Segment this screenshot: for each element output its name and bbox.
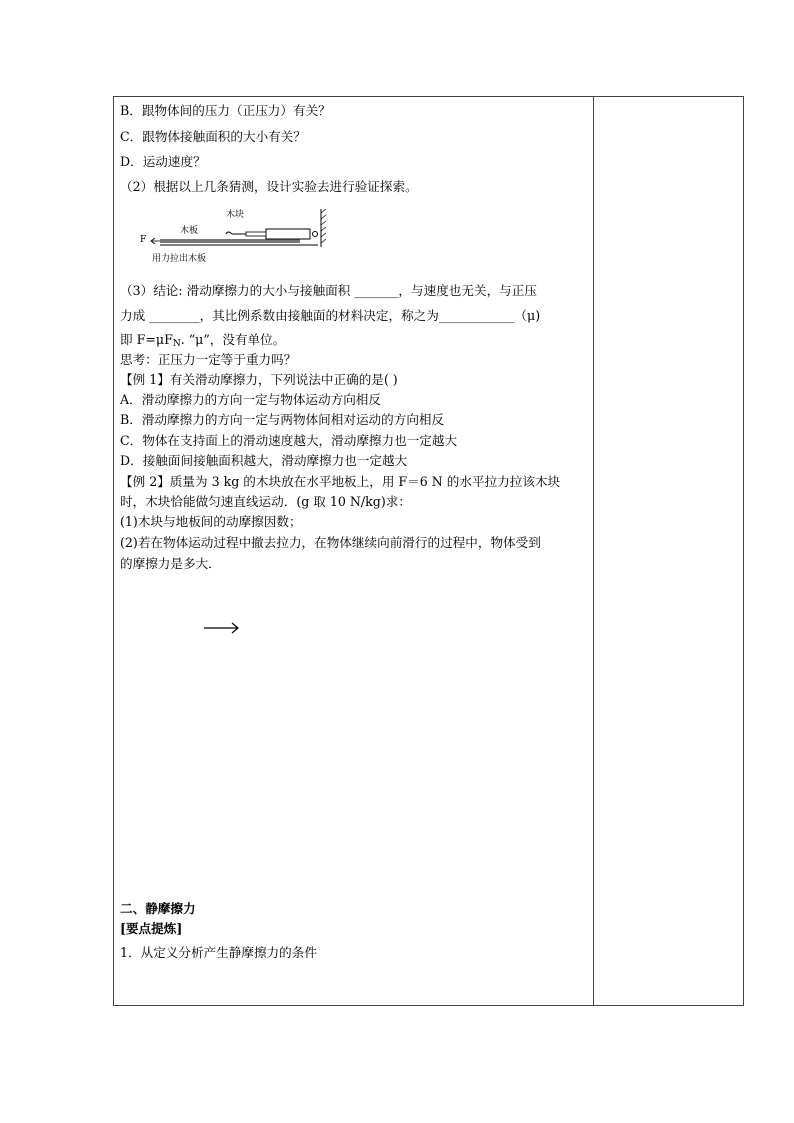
board-label: 木板 [180,226,199,236]
key-points-label: [要点提炼] [120,921,183,936]
section-2-heading: 二、静摩擦力 [120,901,196,916]
guess-d: D．运动速度？ [120,154,206,169]
conclusion-line-1: （3）结论: 滑动摩擦力的大小与接触面积 _______，与速度也无关，与正压 [120,283,537,298]
point-1: 1．从定义分析产生静摩擦力的条件 [120,945,317,960]
example-1-option-a: A．滑动摩擦力的方向一定与物体运动方向相反 [120,392,381,407]
example-2-question-2b: 的摩擦力是多大． [120,556,221,571]
step-2: （2）根据以上几条猜测，设计实验去进行验证探索。 [120,179,418,194]
figure-caption: 用力拉出木板 [152,254,207,264]
column-divider [593,97,594,1005]
example-1-option-b: B．滑动摩擦力的方向一定与两物体间相对运动的方向相反 [120,412,445,427]
guess-b: B．跟物体间的压力（正压力）有关？ [120,103,331,118]
block-label: 木块 [226,210,245,220]
think-question: 思考：正压力一定等于重力吗？ [120,352,297,367]
formula-subscript: N [172,339,181,349]
experiment-figure [138,209,328,269]
example-1-option-d: D．接触面间接触面积越大，滑动摩擦力也一定越大 [120,453,408,468]
formula-text: 即 F=μF [120,332,173,347]
example-2-line-2: 时，木块恰能做匀速直线运动．(g 取 10 N/kg)求： [120,494,411,509]
force-label: F [140,235,147,245]
formula-tail: . “μ”，没有单位。 [180,332,286,347]
conclusion-line-2: 力成 ________，其比例系数由接触面的材料决定，称之为____________（μ) [120,308,541,323]
table-frame [113,96,744,1006]
example-1-option-c: C．物体在支持面上的滑动速度越大，滑动摩擦力也一定越大 [120,433,458,448]
example-2-question-2a: (2)若在物体运动过程中撤去拉力，在物体继续向前滑行的过程中，物体受到 [120,535,541,550]
example-1-question: 【例 1】有关滑动摩擦力，下列说法中正确的是( ) [120,372,398,387]
guess-c: C．跟物体接触面积的大小有关？ [120,129,306,144]
example-2-line-1: 【例 2】质量为 3 kg 的木块放在水平地板上，用 F＝6 N 的水平拉力拉该木块 [120,474,561,489]
example-2-question-1: (1)木块与地板间的动摩擦因数； [120,514,302,529]
right-arrow-icon [204,621,244,635]
conclusion-line-3 [120,332,285,352]
